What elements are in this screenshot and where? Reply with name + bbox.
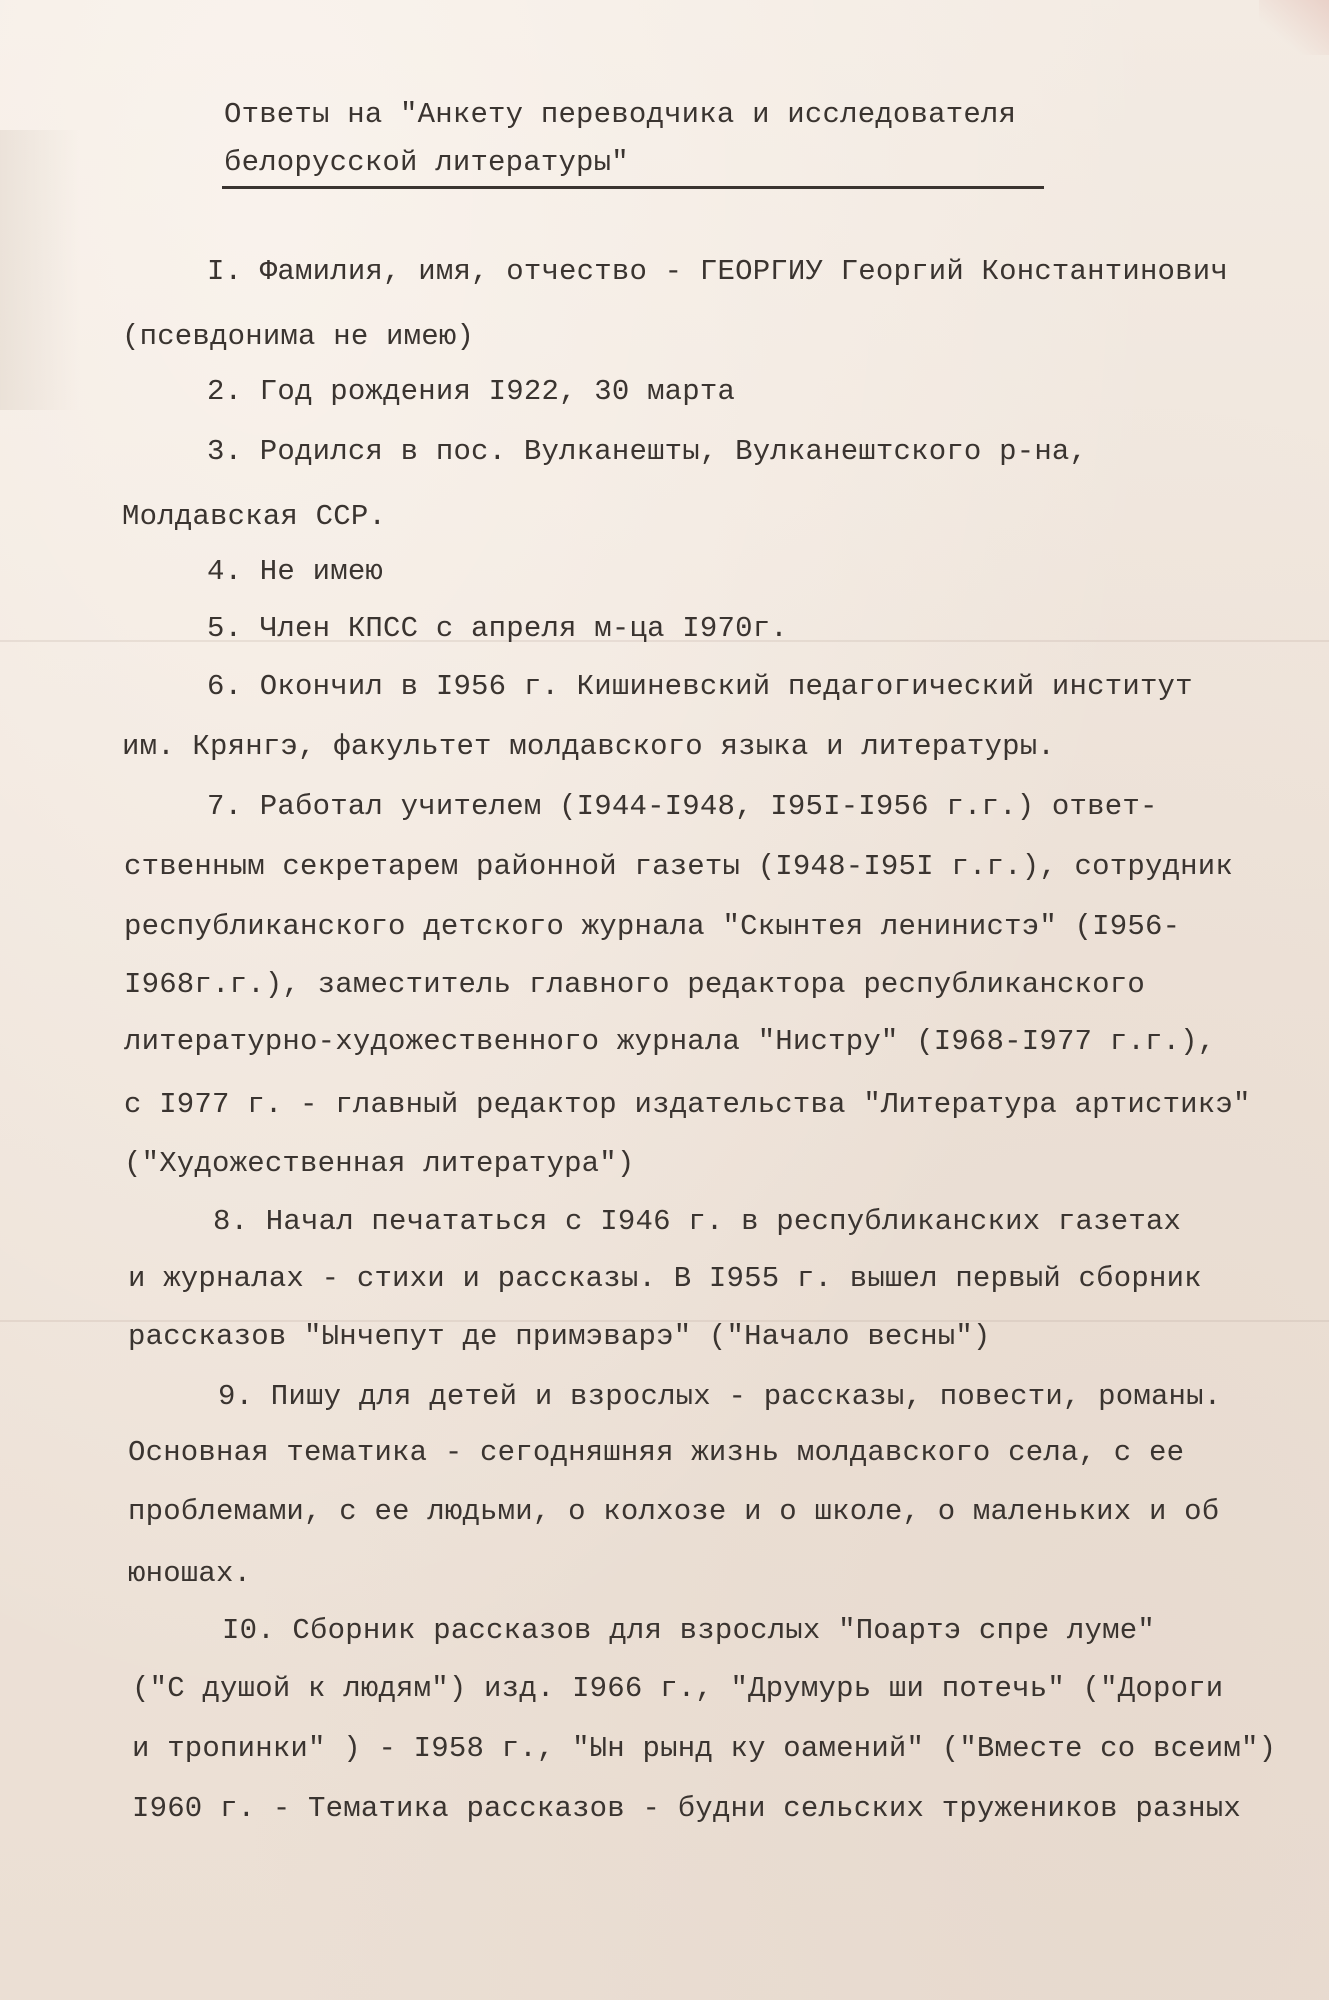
body-line: (псевдонима не имею) bbox=[122, 320, 475, 353]
title-underline bbox=[222, 186, 1044, 189]
body-line: ("Художественная литература") bbox=[124, 1147, 635, 1180]
body-line: литературно-художественного журнала "Нистру" (I968-I977 г.г.), bbox=[124, 1025, 1216, 1058]
body-line: 7. Работал учителем (I944-I948, I95I-I956 г.г.) ответ- bbox=[207, 790, 1158, 823]
body-line: ственным секретарем районной газеты (I948-I95I г.г.), сотрудник bbox=[124, 850, 1233, 883]
body-line: 9. Пишу для детей и взрослых - рассказы, повести, романы. bbox=[218, 1380, 1222, 1413]
body-line: 8. Начал печататься с I946 г. в республиканских газетах bbox=[213, 1205, 1182, 1238]
body-line: проблемами, с ее людьми, о колхозе и о школе, о маленьких и об bbox=[128, 1495, 1220, 1528]
paper-stain bbox=[0, 130, 80, 410]
body-line: с I977 г. - главный редактор издательства "Литература артистикэ" bbox=[124, 1088, 1251, 1121]
body-line: I0. Сборник рассказов для взрослых "Поартэ спре луме" bbox=[222, 1614, 1155, 1647]
body-line: 5. Член КПСС с апреля м-ца I970г. bbox=[207, 612, 788, 645]
body-line: Молдавская ССР. bbox=[122, 500, 387, 533]
body-line: и тропинки" ) - I958 г., "Ын рынд ку оамений" ("Вместе со всеим") bbox=[132, 1732, 1277, 1765]
title-line: Ответы на "Анкету переводчика и исследователя bbox=[224, 98, 1017, 131]
body-line: рассказов "Ынчепут де примэварэ" ("Начало весны") bbox=[128, 1320, 991, 1353]
body-line: Основная тематика - сегодняшняя жизнь молдавского села, с ее bbox=[128, 1436, 1185, 1469]
body-line: республиканского детского журнала "Скынтея ленинистэ" (I956- bbox=[124, 910, 1181, 943]
body-line: I. Фамилия, имя, отчество - ГЕОРГИУ Георгий Константинович bbox=[207, 255, 1228, 288]
body-line: I968г.г.), заместитель главного редактора республиканского bbox=[124, 968, 1145, 1001]
body-line: 4. Не имею bbox=[207, 555, 384, 588]
body-line: 6. Окончил в I956 г. Кишиневский педагогический институт bbox=[207, 670, 1193, 703]
title-line: белорусской литературы" bbox=[224, 146, 629, 179]
body-line: ("С душой к людям") изд. I966 г., "Друмурь ши потечь" ("Дороги bbox=[132, 1672, 1224, 1705]
body-line: и журналах - стихи и рассказы. В I955 г. вышел первый сборник bbox=[128, 1262, 1202, 1295]
paper-stain bbox=[1259, 0, 1329, 55]
body-line: 2. Год рождения I922, 30 марта bbox=[207, 375, 736, 408]
body-line: 3. Родился в пос. Вулканешты, Вулканештского р-на, bbox=[207, 435, 1088, 468]
body-line: им. Крянгэ, факультет молдавского языка и литературы. bbox=[122, 730, 1055, 763]
body-line: I960 г. - Тематика рассказов - будни сельских тружеников разных bbox=[132, 1792, 1241, 1825]
body-line: юношах. bbox=[128, 1557, 252, 1590]
